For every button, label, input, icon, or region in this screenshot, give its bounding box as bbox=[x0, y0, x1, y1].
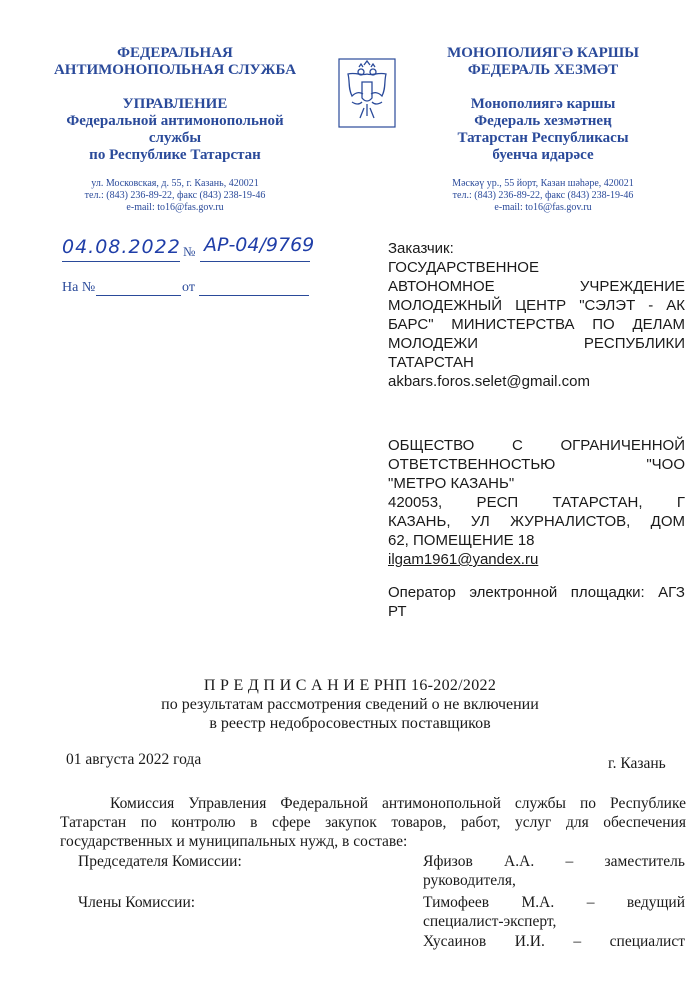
department-tt-line2: Федераль хезмәтнең bbox=[474, 113, 612, 129]
supplier-line: 62, ПОМЕЩЕНИЕ 18 bbox=[388, 532, 535, 549]
right-header bbox=[428, 45, 658, 214]
reply-number-line bbox=[96, 295, 181, 296]
reply-reference bbox=[62, 280, 312, 300]
operator-line: Оператор электронной площадки: АГЗ bbox=[388, 584, 685, 601]
phone-tt: тел.: (843) 236-89-22, факс (843) 238-19-46 bbox=[452, 190, 634, 201]
title-main: П Р Е Д П И С А Н И Е РНП 16-202/2022 bbox=[203, 677, 497, 694]
number-sign: № bbox=[183, 244, 196, 259]
department-tt-line3: Татарстан Республикасы bbox=[457, 130, 629, 146]
supplier-line: КАЗАНЬ, УЛ ЖУРНАЛИСТОВ, ДОМ bbox=[388, 513, 685, 530]
reply-label: На № bbox=[62, 280, 96, 295]
phone-ru: тел.: (843) 236-89-22, факс (843) 238-19-46 bbox=[84, 190, 266, 201]
address-tt: Мәскәү ур., 55 йорт, Казан шәһәре, 420021 bbox=[452, 178, 634, 189]
supplier-block bbox=[388, 436, 685, 569]
customer-line: БАРС" МИНИСТЕРСТВА ПО ДЕЛАМ bbox=[388, 316, 685, 333]
paragraph-line: государственных и муниципальных нужд, в составе: bbox=[60, 833, 408, 850]
number-underline bbox=[200, 261, 310, 262]
supplier-line: 420053, РЕСП ТАТАРСТАН, Г bbox=[388, 494, 685, 511]
title-subtitle-line2: в реестр недобросовестных поставщиков bbox=[209, 715, 491, 732]
intro-paragraph bbox=[60, 794, 686, 851]
email-tt: e-mail: to16@fas.gov.ru bbox=[494, 202, 592, 213]
member-line: Хусаинов И.И. – специалист bbox=[423, 933, 685, 950]
document-title bbox=[100, 676, 600, 733]
department-tt-line4: буенча идарәсе bbox=[492, 147, 594, 163]
document-city: г. Казань bbox=[608, 755, 666, 772]
customer-email: akbars.foros.selet@gmail.com bbox=[388, 373, 590, 390]
department-tt-line1: Монополиягә каршы bbox=[470, 96, 616, 112]
department-ru-line2: Федеральной антимонопольной bbox=[66, 113, 284, 129]
email-ru: e-mail: to16@fas.gov.ru bbox=[126, 202, 224, 213]
handwritten-number: АР-04/9769 bbox=[204, 234, 315, 256]
coat-of-arms-icon bbox=[338, 58, 396, 128]
customer-line: МОЛОДЕЖИ РЕСПУБЛИКИ bbox=[388, 335, 685, 352]
member-line: Тимофеев М.А. – ведущий bbox=[423, 894, 685, 911]
address-ru: ул. Московская, д. 55, г. Казань, 420021 bbox=[91, 178, 259, 189]
department-ru-line1: УПРАВЛЕНИЕ bbox=[122, 96, 228, 112]
document-date: 01 августа 2022 года bbox=[66, 751, 202, 768]
title-subtitle-line1: по результатам рассмотрения сведений о не включении bbox=[161, 696, 539, 713]
operator-line: РТ bbox=[388, 603, 407, 620]
chair-info bbox=[423, 852, 685, 890]
chair-label: Председателя Комиссии: bbox=[78, 853, 242, 870]
reply-date-line bbox=[199, 295, 309, 296]
paragraph-line: Комиссия Управления Федеральной антимонопольной службы по Республике bbox=[110, 795, 686, 812]
member-info bbox=[423, 932, 685, 951]
reply-from-label: от bbox=[182, 280, 195, 295]
customer-block bbox=[388, 239, 685, 391]
supplier-line: ОБЩЕСТВО С ОГРАНИЧЕННОЙ bbox=[388, 437, 685, 454]
customer-line: АВТОНОМНОЕ УЧРЕЖДЕНИЕ bbox=[388, 278, 685, 295]
member-line: специалист-эксперт, bbox=[423, 913, 557, 930]
customer-line: ТАТАРСТАН bbox=[388, 354, 474, 371]
operator-block bbox=[388, 583, 685, 621]
member-info bbox=[423, 893, 685, 931]
customer-line: МОЛОДЕЖНЫЙ ЦЕНТР "СЭЛЭТ - АК bbox=[388, 297, 685, 314]
handwritten-date: 04.08.2022 bbox=[62, 236, 181, 258]
agency-name-ru-line2: АНТИМОНОПОЛЬНАЯ СЛУЖБА bbox=[53, 62, 297, 78]
paragraph-line: Татарстан по контролю в сфере закупок товаров, работ, услуг для обеспечения bbox=[60, 814, 686, 831]
agency-name-tt-line2: ФЕДЕРАЛЬ ХЕЗМӘТ bbox=[467, 62, 619, 78]
left-header bbox=[40, 45, 310, 214]
department-ru-line4: по Республике Татарстан bbox=[89, 147, 261, 163]
customer-line: ГОСУДАРСТВЕННОЕ bbox=[388, 259, 539, 276]
department-ru-line3: службы bbox=[148, 130, 202, 146]
chair-line: Яфизов А.А. – заместитель bbox=[423, 853, 685, 870]
supplier-line: ОТВЕТСТВЕННОСТЬЮ "ЧОО bbox=[388, 456, 685, 473]
chair-line: руководителя, bbox=[423, 872, 516, 889]
supplier-line: "МЕТРО КАЗАНЬ" bbox=[388, 475, 515, 492]
date-underline bbox=[62, 261, 180, 262]
registration-block bbox=[62, 234, 315, 266]
members-label: Члены Комиссии: bbox=[78, 894, 196, 911]
supplier-email: ilgam1961@yandex.ru bbox=[388, 551, 539, 568]
agency-name-ru-line1: ФЕДЕРАЛЬНАЯ bbox=[117, 45, 233, 61]
customer-label: Заказчик: bbox=[388, 240, 454, 257]
agency-name-tt-line1: МОНОПОЛИЯГӘ КАРШЫ bbox=[447, 45, 639, 61]
